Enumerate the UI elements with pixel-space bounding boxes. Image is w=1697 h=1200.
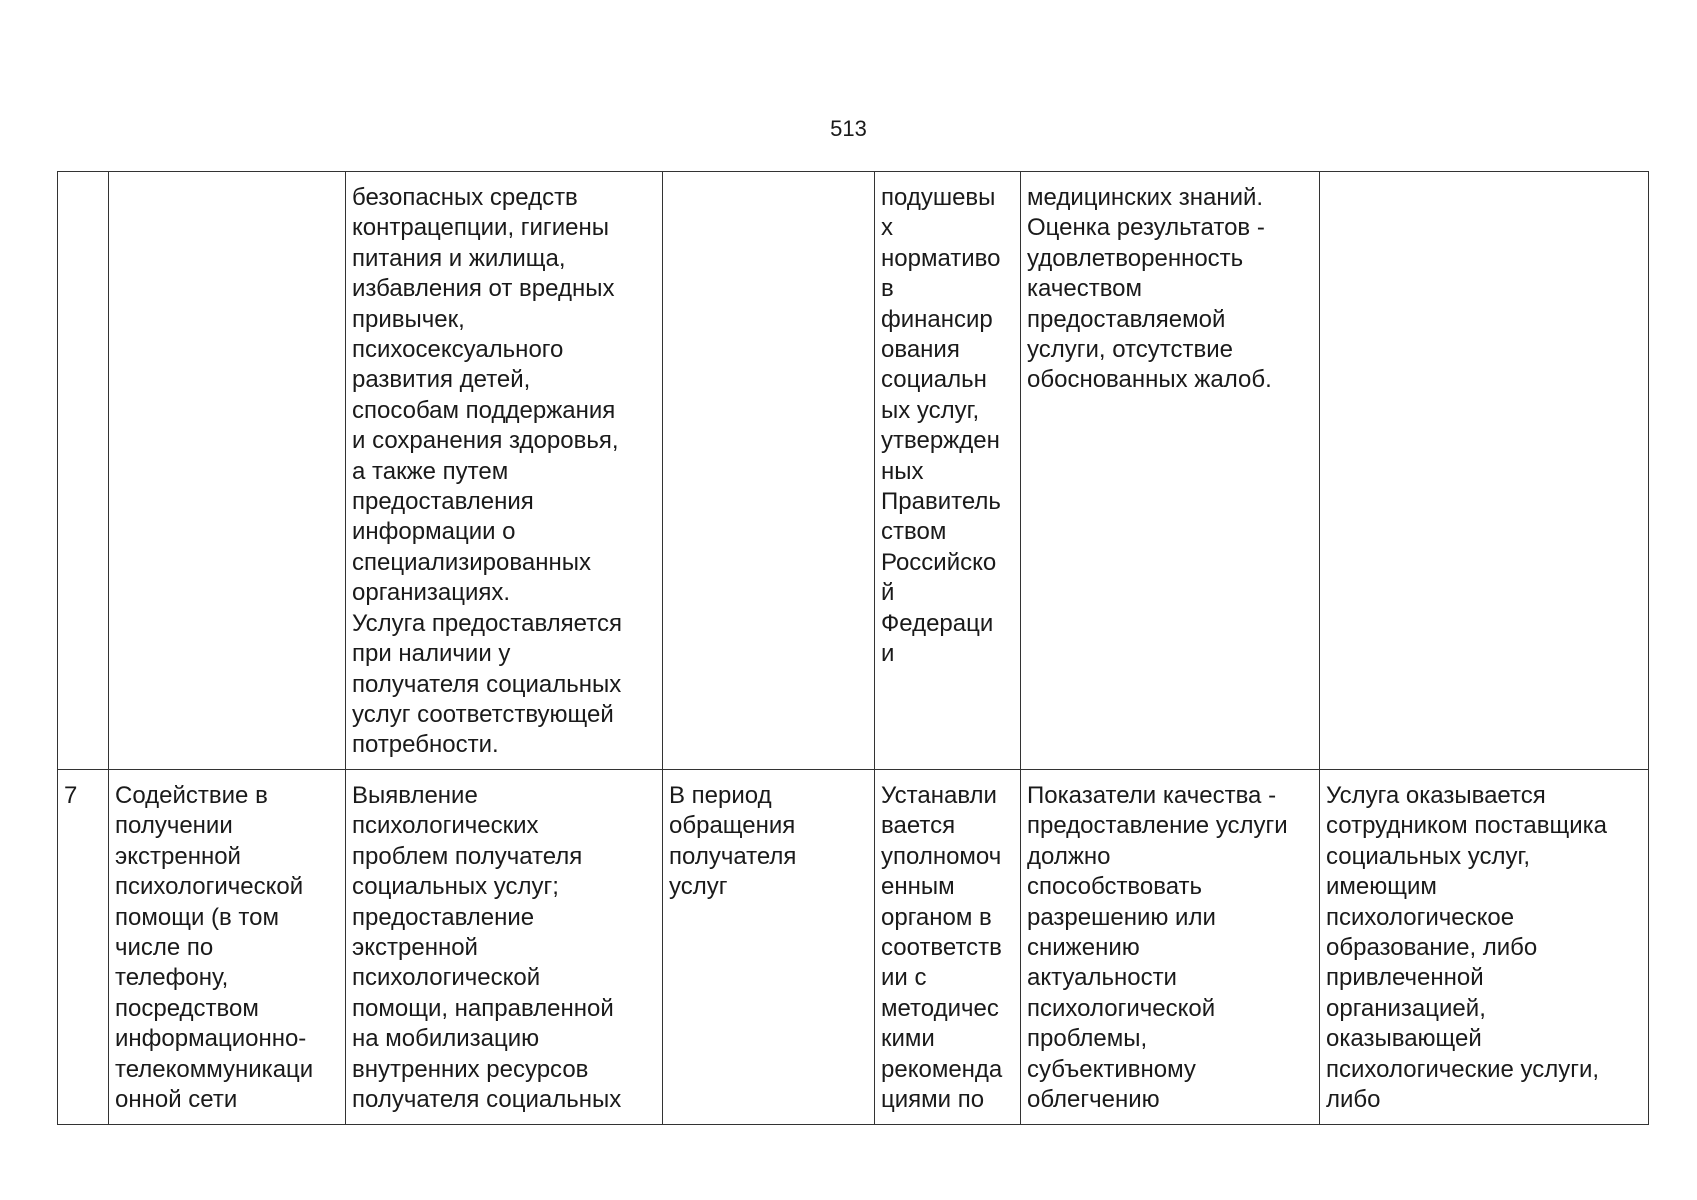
cell-service-term — [663, 172, 875, 770]
cell-quality-indicators: медицинских знаний. Оценка результатов - удовлетворенность качеством предоставляемой услуги, отсутствие обоснованных жалоб. — [1021, 172, 1320, 770]
cell-service-name: Содействие в получении экстренной психологической помощи (в том числе по телефону, посредством информационно- телекоммуникаци онной сети — [109, 770, 346, 1125]
cell-service-description: Выявление психологических проблем получателя социальных услуг; предоставление экстренной психологической помощи, направленной на мобилизацию внутренних ресурсов получателя социальных — [346, 770, 663, 1125]
cell-service-conditions: Услуга оказывается сотрудником поставщика социальных услуг, имеющим психологическое образование, либо привлеченной организацией, оказывающей психологические услуги, либо — [1320, 770, 1649, 1125]
table-row — [58, 770, 1649, 1125]
cell-service-price: Устанавли вается уполномоч енным органом в соответств ии с методичес кими рекоменда циями по — [875, 770, 1021, 1125]
services-table — [57, 171, 1649, 1125]
cell-service-conditions — [1320, 172, 1649, 770]
table-row — [58, 172, 1649, 770]
cell-service-description: безопасных средств контрацепции, гигиены питания и жилища, избавления от вредных привычек, психосексуального развития детей, способам поддержания и сохранения здоровья, а также путем предоставления информации о специализированных организациях. Услуга предоставляется при наличии у получателя социальных услуг соответствующей потребности. — [346, 172, 663, 770]
cell-quality-indicators: Показатели качества - предоставление услуги должно способствовать разрешению или снижению актуальности психологической проблемы, субъективному облегчению — [1021, 770, 1320, 1125]
cell-service-price: подушевы х нормативо в финансир ования социальн ых услуг, утвержден ных Правитель ством Российско й Федераци и — [875, 172, 1021, 770]
cell-service-term: В период обращения получателя услуг — [663, 770, 875, 1125]
cell-number: 7 — [58, 770, 109, 1125]
page-number: 513 — [830, 116, 867, 141]
cell-service-name — [109, 172, 346, 770]
cell-number — [58, 172, 109, 770]
